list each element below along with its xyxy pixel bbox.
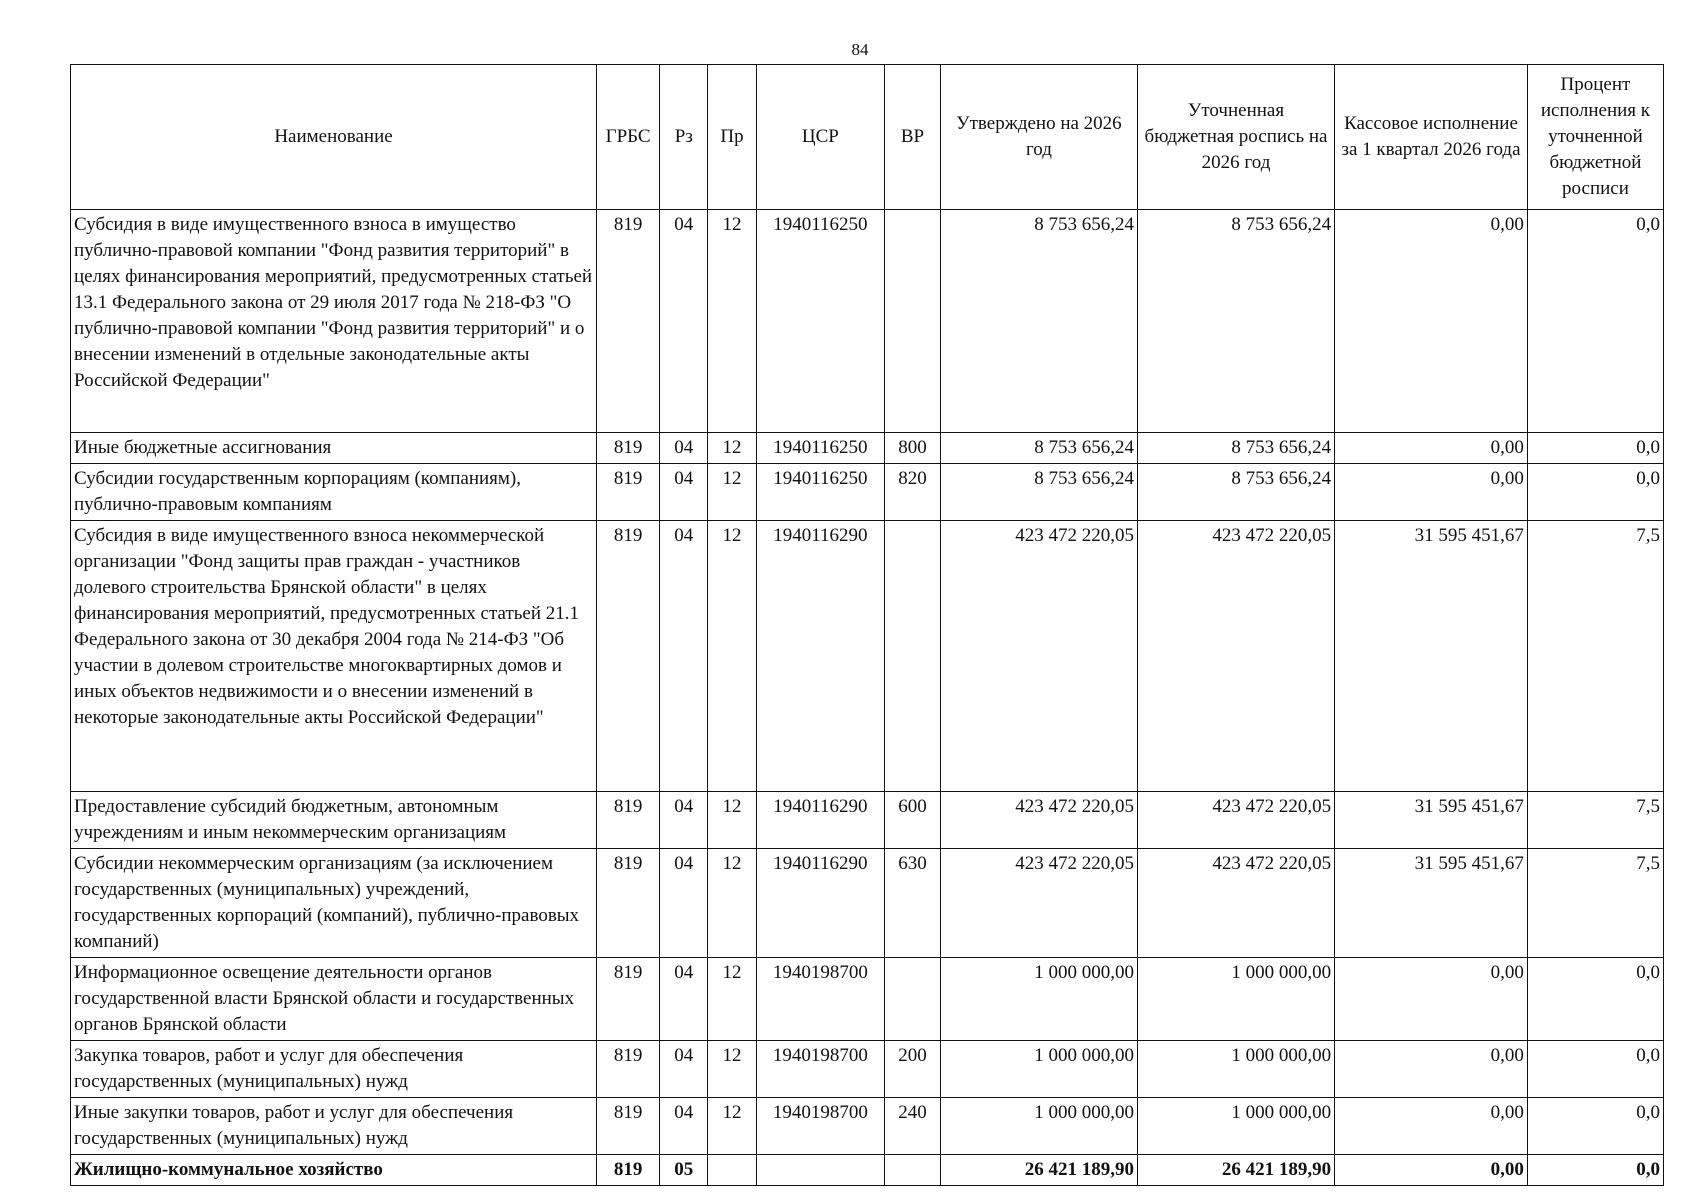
- cell-approved: 1 000 000,00: [940, 958, 1137, 1041]
- cell-vr: [885, 521, 941, 792]
- cell-refined: 423 472 220,05: [1137, 849, 1334, 958]
- cell-approved: 423 472 220,05: [940, 849, 1137, 958]
- cell-rz: 05: [660, 1155, 708, 1186]
- cell-name: Жилищно-коммунальное хозяйство: [71, 1155, 597, 1186]
- cell-pr: 12: [708, 792, 756, 849]
- cell-refined: 8 753 656,24: [1137, 210, 1334, 433]
- cell-vr: 630: [885, 849, 941, 958]
- cell-rz: 04: [660, 521, 708, 792]
- cell-approved: 423 472 220,05: [940, 521, 1137, 792]
- cell-cash: 31 595 451,67: [1335, 792, 1528, 849]
- cell-rz: 04: [660, 210, 708, 433]
- header-refined: Уточненная бюджетная роспись на 2026 год: [1137, 65, 1334, 210]
- cell-grbs: 819: [597, 433, 660, 464]
- cell-vr: 600: [885, 792, 941, 849]
- cell-rz: 04: [660, 1041, 708, 1098]
- cell-pr: 12: [708, 1041, 756, 1098]
- cell-approved: 423 472 220,05: [940, 792, 1137, 849]
- cell-refined: 1 000 000,00: [1137, 1098, 1334, 1155]
- cell-csr: 1940116250: [756, 210, 885, 433]
- cell-pr: 12: [708, 464, 756, 521]
- table-row-section-total: [71, 1155, 1664, 1186]
- table-row: [71, 849, 1664, 958]
- cell-name: Предоставление субсидий бюджетным, автономным учреждениям и иным некоммерческим организациям: [71, 792, 597, 849]
- cell-cash: 0,00: [1335, 1155, 1528, 1186]
- cell-name: Субсидия в виде имущественного взноса некоммерческой организации "Фонд защиты прав граждан - участников долевого строительства Брянской области" в целях финансирования мероприятий, предусмотренных статьей 21.1 Федерального закона от 30 декабря 2004 года № 214-ФЗ "Об участии в долевом строительстве многоквартирных домов и иных объектов недвижимости и о внесении изменений в некоторые законодательные акты Российской Федерации": [71, 521, 597, 792]
- table-row: [71, 210, 1664, 433]
- cell-approved: 8 753 656,24: [940, 464, 1137, 521]
- cell-cash: 0,00: [1335, 1041, 1528, 1098]
- cell-pr: 12: [708, 1098, 756, 1155]
- cell-csr: 1940116250: [756, 464, 885, 521]
- cell-vr: 800: [885, 433, 941, 464]
- table-row: [71, 792, 1664, 849]
- cell-refined: 26 421 189,90: [1137, 1155, 1334, 1186]
- cell-cash: 0,00: [1335, 210, 1528, 433]
- cell-approved: 26 421 189,90: [940, 1155, 1137, 1186]
- cell-csr: 1940116290: [756, 521, 885, 792]
- cell-csr: 1940198700: [756, 958, 885, 1041]
- cell-cash: 0,00: [1335, 1098, 1528, 1155]
- header-name: Наименование: [71, 65, 597, 210]
- cell-vr: 820: [885, 464, 941, 521]
- cell-pr: 12: [708, 849, 756, 958]
- cell-percent: 0,0: [1527, 1155, 1663, 1186]
- header-vr: ВР: [885, 65, 941, 210]
- cell-percent: 0,0: [1527, 1041, 1663, 1098]
- page-number: 84: [851, 40, 869, 59]
- cell-vr: 240: [885, 1098, 941, 1155]
- cell-vr: [885, 210, 941, 433]
- cell-percent: 0,0: [1527, 433, 1663, 464]
- cell-pr: [708, 1155, 756, 1186]
- cell-pr: 12: [708, 521, 756, 792]
- cell-cash: 31 595 451,67: [1335, 849, 1528, 958]
- cell-name: Закупка товаров, работ и услуг для обеспечения государственных (муниципальных) нужд: [71, 1041, 597, 1098]
- cell-refined: 423 472 220,05: [1137, 792, 1334, 849]
- cell-name: Субсидии государственным корпорациям (компаниям), публично-правовым компаниям: [71, 464, 597, 521]
- cell-rz: 04: [660, 849, 708, 958]
- cell-csr: [756, 1155, 885, 1186]
- cell-percent: 0,0: [1527, 210, 1663, 433]
- cell-cash: 31 595 451,67: [1335, 521, 1528, 792]
- cell-csr: 1940198700: [756, 1041, 885, 1098]
- cell-percent: 0,0: [1527, 958, 1663, 1041]
- cell-name: Субсидия в виде имущественного взноса в имущество публично-правовой компании "Фонд развития территорий" в целях финансирования мероприятий, предусмотренных статьей 13.1 Федерального закона от 29 июля 2017 года № 218-ФЗ "О публично-правовой компании "Фонд развития территорий" и о внесении изменений в отдельные законодательные акты Российской Федерации": [71, 210, 597, 433]
- header-rz: Рз: [660, 65, 708, 210]
- cell-percent: 7,5: [1527, 792, 1663, 849]
- cell-csr: 1940198700: [756, 1098, 885, 1155]
- cell-percent: 0,0: [1527, 464, 1663, 521]
- cell-refined: 8 753 656,24: [1137, 464, 1334, 521]
- cell-approved: 1 000 000,00: [940, 1098, 1137, 1155]
- cell-name: Иные закупки товаров, работ и услуг для обеспечения государственных (муниципальных) нужд: [71, 1098, 597, 1155]
- cell-grbs: 819: [597, 792, 660, 849]
- cell-grbs: 819: [597, 1041, 660, 1098]
- cell-pr: 12: [708, 210, 756, 433]
- cell-refined: 1 000 000,00: [1137, 958, 1334, 1041]
- cell-approved: 8 753 656,24: [940, 433, 1137, 464]
- cell-rz: 04: [660, 958, 708, 1041]
- header-percent: Процент исполнения к уточненной бюджетной росписи: [1527, 65, 1663, 210]
- cell-pr: 12: [708, 433, 756, 464]
- cell-vr: [885, 1155, 941, 1186]
- cell-csr: 1940116290: [756, 792, 885, 849]
- cell-grbs: 819: [597, 210, 660, 433]
- header-row: [71, 65, 1664, 210]
- cell-vr: [885, 958, 941, 1041]
- cell-csr: 1940116290: [756, 849, 885, 958]
- cell-grbs: 819: [597, 521, 660, 792]
- cell-percent: 7,5: [1527, 521, 1663, 792]
- cell-vr: 200: [885, 1041, 941, 1098]
- cell-grbs: 819: [597, 464, 660, 521]
- cell-name: Иные бюджетные ассигнования: [71, 433, 597, 464]
- header-grbs: ГРБС: [597, 65, 660, 210]
- cell-approved: 8 753 656,24: [940, 210, 1137, 433]
- cell-rz: 04: [660, 1098, 708, 1155]
- cell-cash: 0,00: [1335, 958, 1528, 1041]
- cell-approved: 1 000 000,00: [940, 1041, 1137, 1098]
- cell-cash: 0,00: [1335, 433, 1528, 464]
- cell-percent: 0,0: [1527, 1098, 1663, 1155]
- cell-refined: 1 000 000,00: [1137, 1041, 1334, 1098]
- cell-cash: 0,00: [1335, 464, 1528, 521]
- cell-grbs: 819: [597, 849, 660, 958]
- table-row: [71, 433, 1664, 464]
- cell-pr: 12: [708, 958, 756, 1041]
- header-pr: Пр: [708, 65, 756, 210]
- table-row: [71, 958, 1664, 1041]
- cell-refined: 423 472 220,05: [1137, 521, 1334, 792]
- cell-name: Информационное освещение деятельности органов государственной власти Брянской области и государственных органов Брянской области: [71, 958, 597, 1041]
- cell-rz: 04: [660, 792, 708, 849]
- cell-grbs: 819: [597, 1155, 660, 1186]
- header-csr: ЦСР: [756, 65, 885, 210]
- table-row: [71, 521, 1664, 792]
- cell-grbs: 819: [597, 958, 660, 1041]
- cell-name: Субсидии некоммерческим организациям (за исключением государственных (муниципальных) учреждений, государственных корпораций (компаний), публично-правовых компаний): [71, 849, 597, 958]
- cell-rz: 04: [660, 464, 708, 521]
- table-row: [71, 1041, 1664, 1098]
- header-approved: Утверждено на 2026 год: [940, 65, 1137, 210]
- cell-refined: 8 753 656,24: [1137, 433, 1334, 464]
- header-cash: Кассовое исполнение за 1 квартал 2026 года: [1335, 65, 1528, 210]
- table-row: [71, 1098, 1664, 1155]
- cell-grbs: 819: [597, 1098, 660, 1155]
- table-row: [71, 464, 1664, 521]
- budget-table: [70, 64, 1664, 1186]
- cell-csr: 1940116250: [756, 433, 885, 464]
- cell-percent: 7,5: [1527, 849, 1663, 958]
- cell-rz: 04: [660, 433, 708, 464]
